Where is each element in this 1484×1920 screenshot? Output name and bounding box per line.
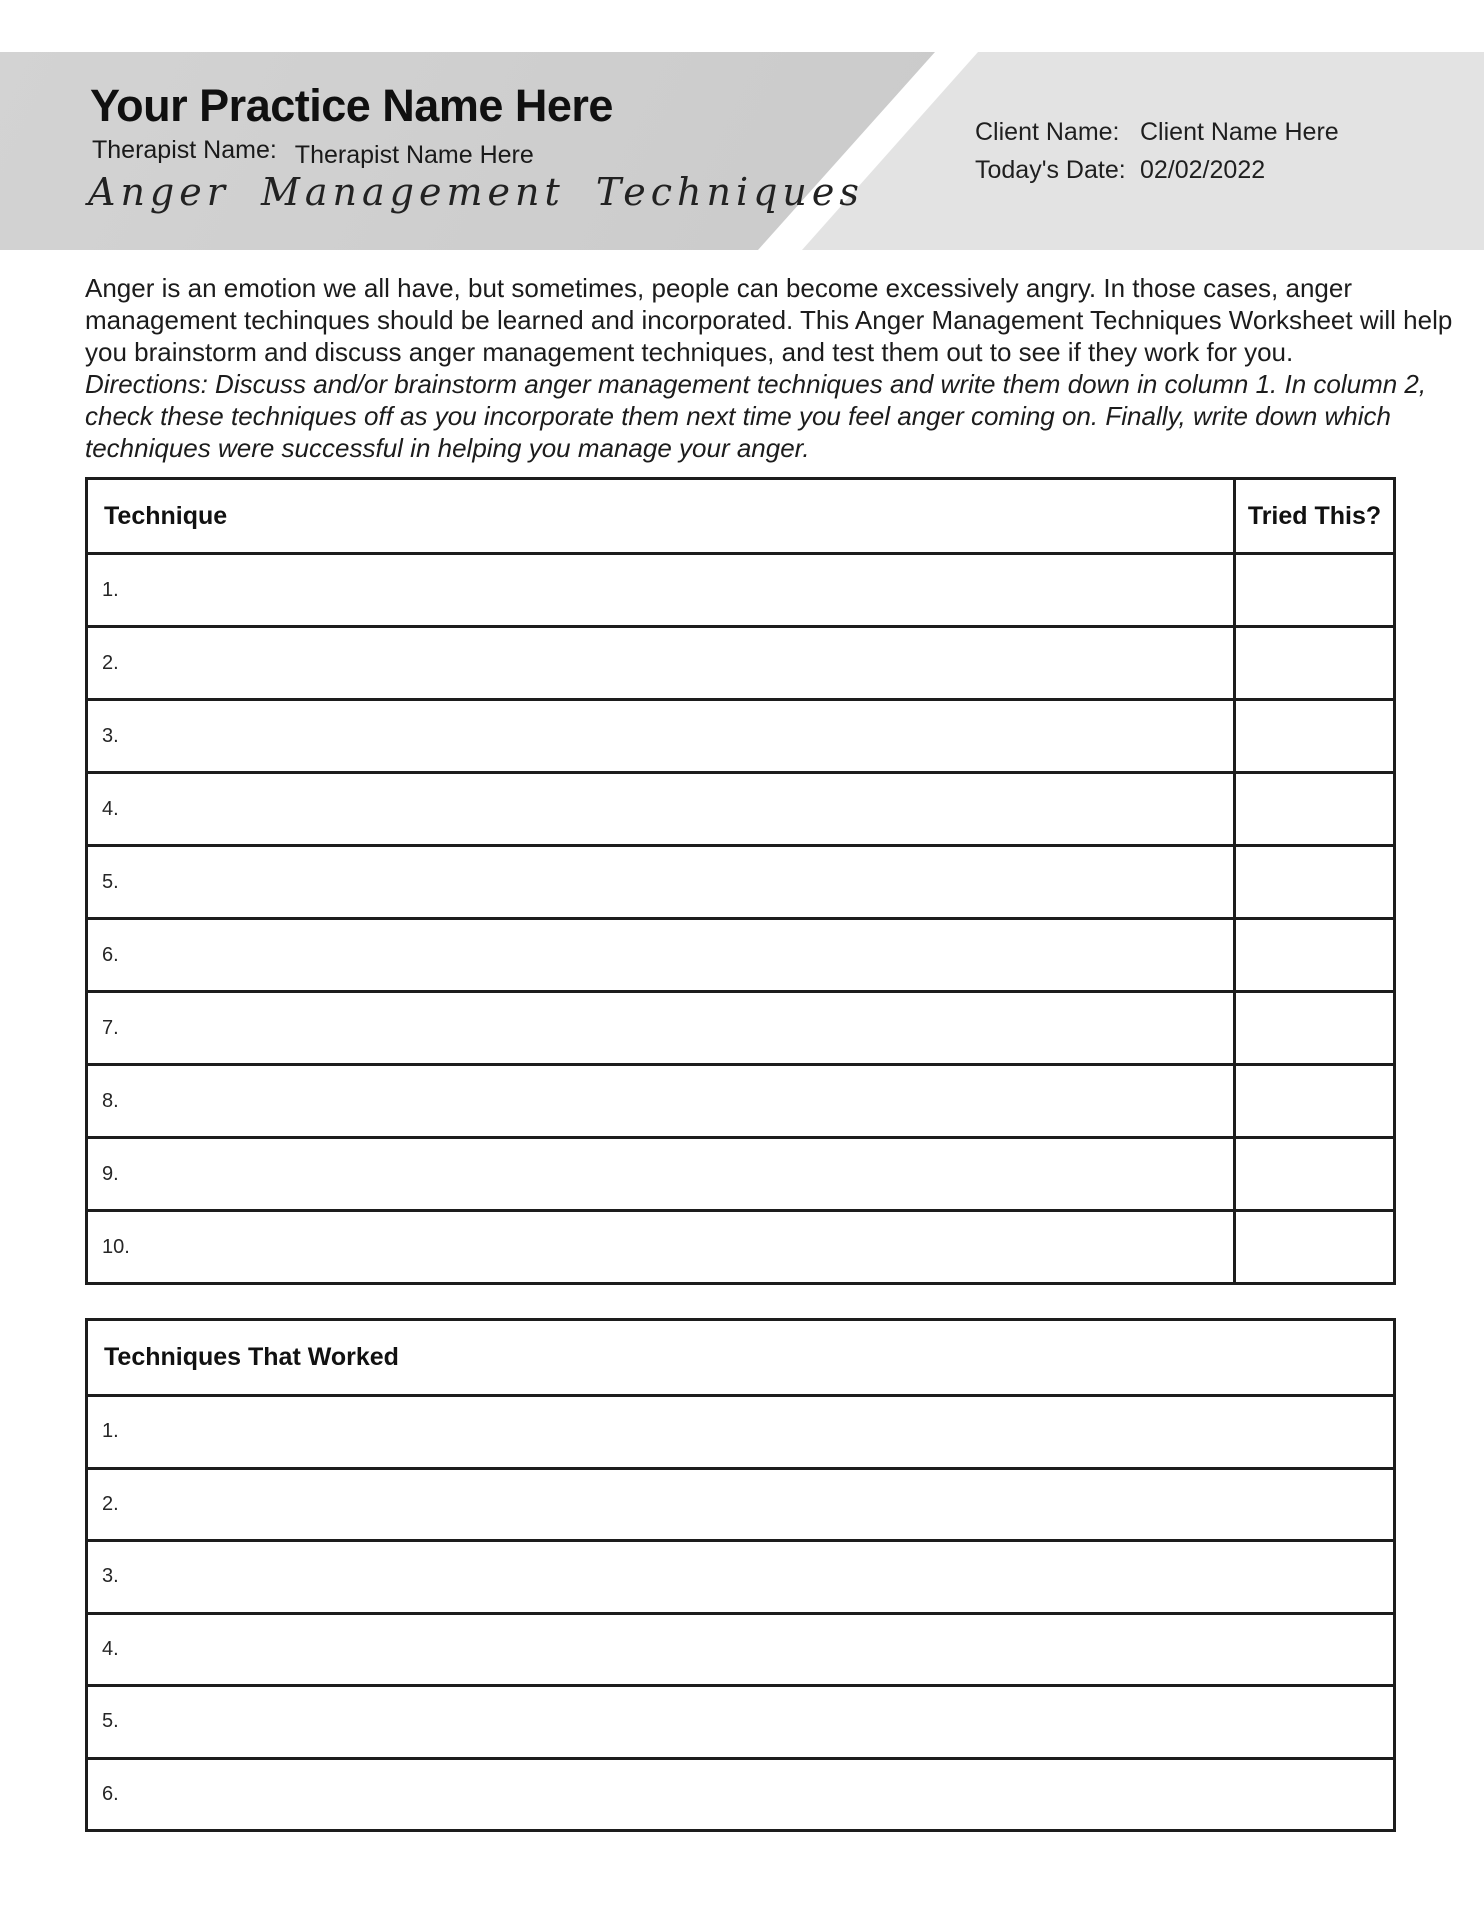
tried-this-checkbox-cell[interactable]	[1233, 701, 1393, 771]
row-number: 3.	[102, 1565, 119, 1588]
technique-write-in-cell[interactable]	[88, 847, 1233, 917]
tried-this-checkbox-cell[interactable]	[1233, 1139, 1393, 1209]
worked-table-header-row	[88, 1321, 1393, 1397]
row-number: 6.	[102, 1782, 119, 1805]
technique-write-in-cell[interactable]	[88, 1139, 1233, 1209]
client-name-value: Client Name Here	[1140, 118, 1339, 146]
worked-table-body	[88, 1397, 1393, 1829]
row-number: 1.	[102, 578, 119, 601]
worked-write-in-cell[interactable]	[88, 1470, 1393, 1540]
intro-line: Anger is an emotion we all have, but sometimes, people can become excessively angry. In those cases, anger	[85, 273, 1352, 303]
tried-this-checkbox-cell[interactable]	[1233, 555, 1393, 625]
technique-table-row	[88, 555, 1393, 628]
directions-line: techniques were successful in helping you manage your anger.	[85, 433, 810, 463]
technique-write-in-cell[interactable]	[88, 628, 1233, 698]
intro-line: you brainstorm and discuss anger management techniques, and test them out to see if they work for you.	[85, 337, 1294, 367]
technique-write-in-cell[interactable]	[88, 920, 1233, 990]
technique-write-in-cell[interactable]	[88, 1212, 1233, 1282]
worked-table-row	[88, 1615, 1393, 1688]
worked-table-row	[88, 1760, 1393, 1830]
row-number: 7.	[102, 1016, 119, 1039]
row-number: 1.	[102, 1420, 119, 1443]
tried-this-checkbox-cell[interactable]	[1233, 1212, 1393, 1282]
client-name-label: Client Name:	[975, 118, 1120, 146]
worked-write-in-cell[interactable]	[88, 1760, 1393, 1830]
intro-block	[85, 272, 1453, 464]
technique-write-in-cell[interactable]	[88, 1066, 1233, 1136]
therapist-row	[92, 136, 534, 169]
worked-write-in-cell[interactable]	[88, 1615, 1393, 1685]
row-number: 8.	[102, 1089, 119, 1112]
tried-this-checkbox-cell[interactable]	[1233, 1066, 1393, 1136]
practice-name: Your Practice Name Here	[90, 80, 613, 131]
technique-write-in-cell[interactable]	[88, 993, 1233, 1063]
intro-line: management techinques should be learned and incorporated. This Anger Management Techniques Worksheet will help	[85, 305, 1453, 335]
technique-table-row	[88, 701, 1393, 774]
row-number: 4.	[102, 797, 119, 820]
row-number: 5.	[102, 1710, 119, 1733]
worksheet-title: Anger Management Techniques	[88, 170, 864, 214]
tried-this-checkbox-cell[interactable]	[1233, 847, 1393, 917]
tried-this-checkbox-cell[interactable]	[1233, 993, 1393, 1063]
technique-write-in-cell[interactable]	[88, 555, 1233, 625]
technique-table-row	[88, 1066, 1393, 1139]
directions-paragraph	[85, 368, 1427, 464]
worked-table-row	[88, 1542, 1393, 1615]
technique-table-row	[88, 628, 1393, 701]
therapist-name-label: Therapist Name:	[92, 136, 277, 164]
technique-table-row	[88, 1212, 1393, 1282]
technique-table-row	[88, 920, 1393, 993]
row-number: 2.	[102, 1492, 119, 1515]
technique-table-row	[88, 774, 1393, 847]
worked-table	[85, 1318, 1396, 1832]
technique-table-row	[88, 847, 1393, 920]
row-number: 9.	[102, 1162, 119, 1185]
therapist-name-value: Therapist Name Here	[294, 141, 534, 169]
worked-table-row	[88, 1397, 1393, 1470]
row-number: 3.	[102, 724, 119, 747]
date-value: 02/02/2022	[1140, 156, 1266, 184]
worked-table-row	[88, 1470, 1393, 1543]
row-number: 4.	[102, 1637, 119, 1660]
technique-column-header: Technique	[104, 501, 228, 530]
worked-write-in-cell[interactable]	[88, 1542, 1393, 1612]
worked-table-row	[88, 1687, 1393, 1760]
intro-paragraph	[85, 272, 1453, 368]
date-label: Today's Date:	[975, 156, 1126, 184]
tried-this-column-header: Tried This?	[1233, 480, 1393, 552]
technique-table-body	[88, 555, 1393, 1282]
technique-table-header-row	[88, 480, 1393, 555]
row-number: 5.	[102, 870, 119, 893]
client-name-row	[975, 118, 1339, 147]
row-number: 2.	[102, 651, 119, 674]
tried-this-checkbox-cell[interactable]	[1233, 628, 1393, 698]
worked-write-in-cell[interactable]	[88, 1687, 1393, 1757]
worked-table-header: Techniques That Worked	[104, 1343, 399, 1371]
technique-table-row	[88, 993, 1393, 1066]
technique-write-in-cell[interactable]	[88, 701, 1233, 771]
directions-line: check these techniques off as you incorporate them next time you feel anger coming on. Finally, write down which	[85, 401, 1391, 431]
worked-write-in-cell[interactable]	[88, 1397, 1393, 1467]
tried-this-checkbox-cell[interactable]	[1233, 920, 1393, 990]
technique-table	[85, 477, 1396, 1285]
technique-table-row	[88, 1139, 1393, 1212]
directions-line: Directions: Discuss and/or brainstorm anger management techniques and write them down in column 1. In column 2,	[85, 369, 1427, 399]
tried-this-checkbox-cell[interactable]	[1233, 774, 1393, 844]
row-number: 10.	[102, 1235, 130, 1258]
row-number: 6.	[102, 943, 119, 966]
technique-write-in-cell[interactable]	[88, 774, 1233, 844]
header-band	[0, 52, 1484, 250]
date-row	[975, 156, 1265, 185]
